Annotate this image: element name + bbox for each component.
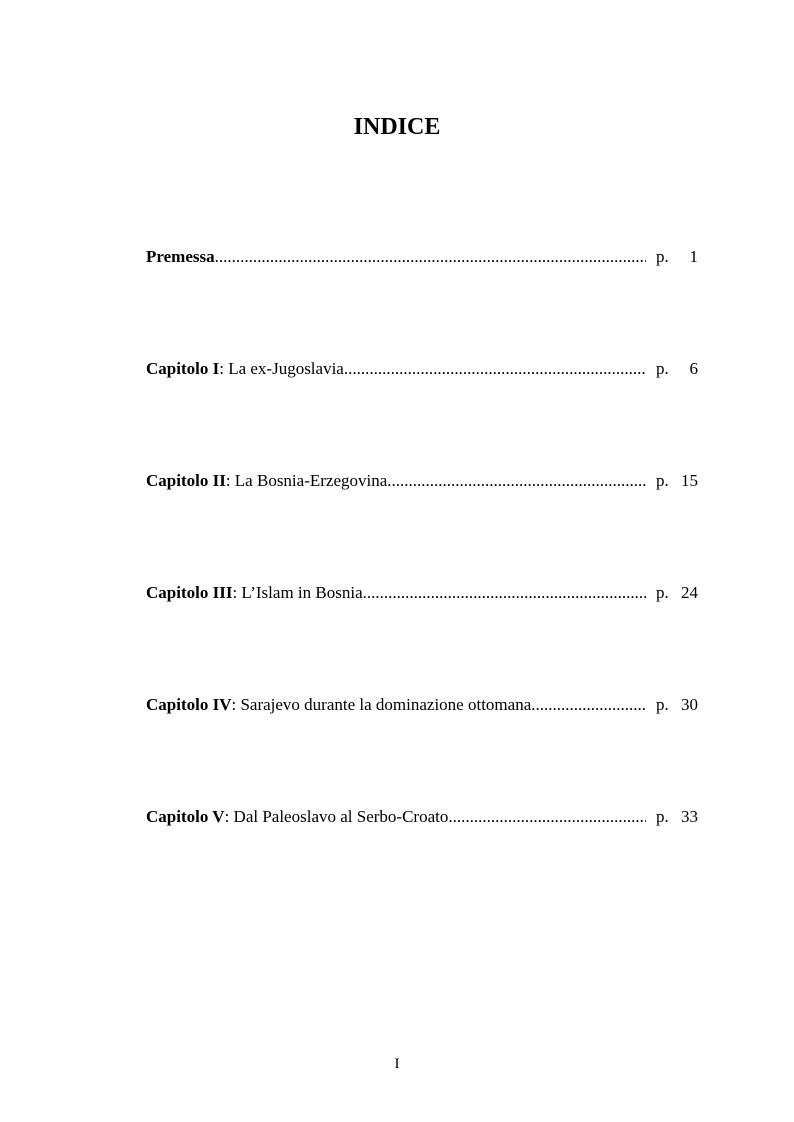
toc-entry-text: : Sarajevo durante la dominazione ottomana (231, 695, 532, 714)
toc-entry-text: : La ex-Jugoslavia (219, 359, 344, 378)
dot-leader (448, 805, 646, 829)
toc-entry-text: : La Bosnia-Erzegovina (225, 471, 388, 490)
toc-entry-label (146, 693, 531, 717)
toc-entry-bold: Capitolo I (146, 359, 220, 378)
toc-entry-text: : Dal Paleoslavo al Serbo-Croato (224, 807, 449, 826)
toc-entry[interactable] (146, 357, 698, 381)
dot-leader (363, 581, 646, 605)
page-number: 33 (681, 807, 698, 826)
dot-leader (215, 245, 646, 269)
toc-entry-text: : L’Islam in Bosnia (232, 583, 363, 602)
toc-entry-bold: Capitolo II (146, 471, 226, 490)
dot-leader (387, 469, 646, 493)
toc-entry-label (146, 581, 363, 605)
page-number: 1 (689, 247, 698, 266)
page-number: 24 (681, 583, 698, 602)
toc-entry-label (146, 245, 215, 269)
toc-entry[interactable] (146, 469, 698, 493)
dot-leader (344, 357, 646, 381)
page-number: 30 (681, 695, 698, 714)
page-number: 15 (681, 471, 698, 490)
toc-entry-bold: Capitolo IV (146, 695, 232, 714)
toc-entry[interactable] (146, 805, 698, 829)
page-prefix: p. (656, 359, 669, 378)
page-footer-number: I (394, 1056, 400, 1072)
toc-entry-label (146, 805, 448, 829)
dot-leader (531, 693, 646, 717)
page-prefix: p. (656, 247, 669, 266)
page-prefix: p. (656, 807, 669, 826)
toc-entry[interactable] (146, 245, 698, 269)
page-prefix: p. (656, 695, 669, 714)
page-prefix: p. (656, 583, 669, 602)
toc-entry-bold: Capitolo V (146, 807, 225, 826)
page-title: INDICE (353, 114, 441, 140)
page-prefix: p. (656, 471, 669, 490)
toc-entry-bold: Premessa (146, 247, 215, 266)
toc-entry[interactable] (146, 581, 698, 605)
page-number: 6 (689, 359, 698, 378)
toc-entry-label (146, 357, 344, 381)
toc-entry-label (146, 469, 387, 493)
toc-entry-bold: Capitolo III (146, 583, 233, 602)
toc-entry[interactable] (146, 693, 698, 717)
